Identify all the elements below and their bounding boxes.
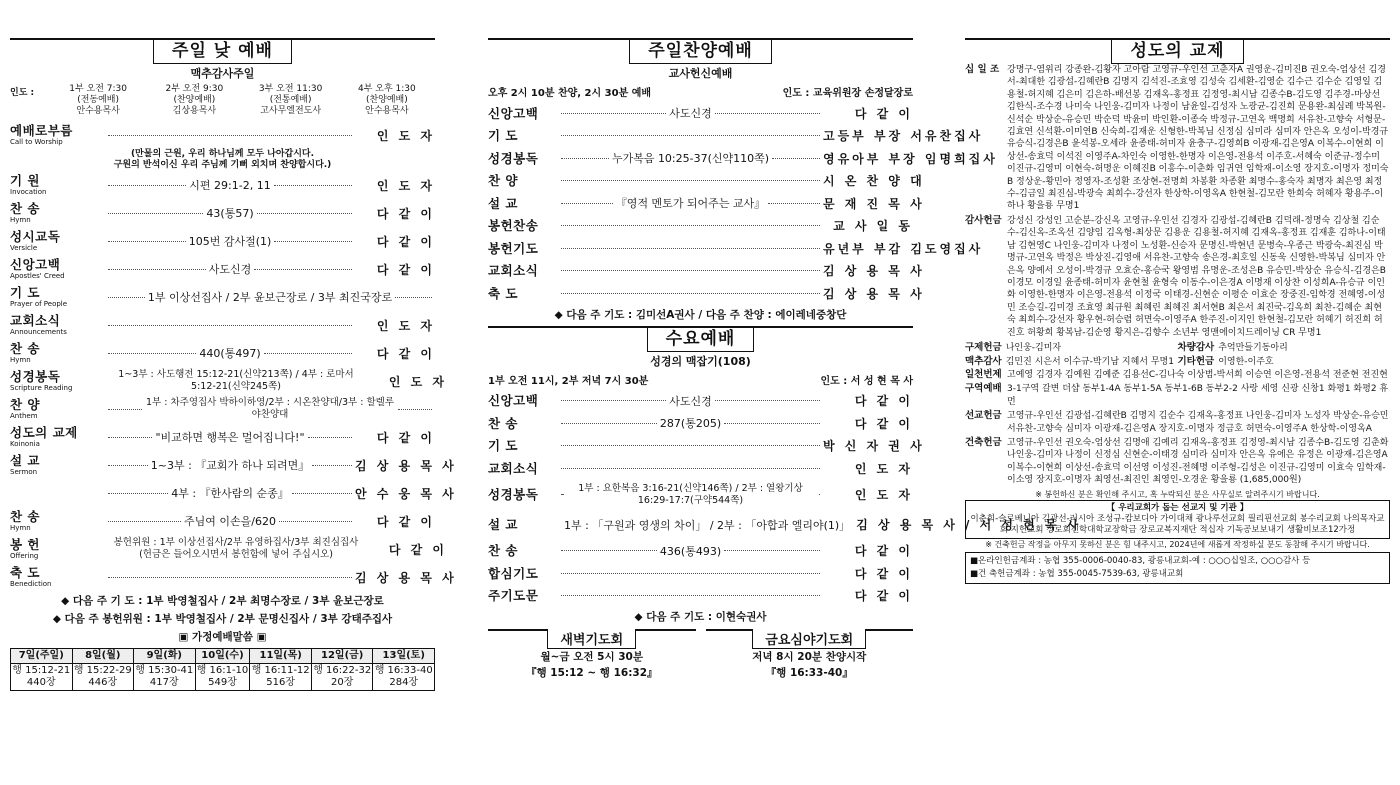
praise-row [488,260,925,283]
wednesday-row [488,510,1082,540]
praise-title: 주일찬양예배 [629,38,772,64]
praise-time: 오후 2시 10분 찬양, 2시 30분 예배 [488,88,652,99]
reading-cell: 행 16:22-32 20장 [311,664,373,691]
thanks-group: 감사헌금 강성신 강성인 고순분-강신옥 고영규-우인선 김경자 김광섭-김혜란B 김덕래-정명숙 김상철 김순수-김신옥-조옥선 김양임 김옥형-최상문 김용운 김용철-허지혜 김재옥-홍정표 김재훈 김하나-이태남 김현영C 나인웅-김미자 나정이 노성환-신승자 문명신-박현년 문병숙-우종근 박광숙-최진심 박명규-고연옥 박정은 박상진-김영애 서유찬-고향숙 송은경-최호일 신동욱 신영한-박복님 심미자 안은옥 양예서 오성이-박경규 오효순-홍승국 왕영범 유명운-조성은B 유승민-박상순 유승식-김경은B 이경모 이경일 윤종태-허미자 윤현철 윤형숙 이동수-이은경A 이명재 이상찬 이성희A-유승규 이인화 이영한-한명자 이은영-전용석 이정국 이태경-신현순 이평순 이효순 장중진-임학경 전혜영-이성민 조승길-김미경 조효영 최규원 최혜린 최혜진 최서현B 최은서 최진국-김옥희 최찬-김혜순 최현숙 최희수-강선자 황우현-허승렴 허면숙-이영주A 한주진-이지인 한현철-김모란 허혜기 허진희 허진호 허황희 황복남-김순영 황지은-김향수 소년부 영맨에이치드레이닝 CR 무명1 [965,214,1386,338]
item-label: 교회소식 [488,263,539,279]
item-label: 찬 송 [10,201,41,216]
item-content: 287(통205) [659,417,722,431]
item-person: 인 도 자 [376,178,436,193]
item-person: 다 같 이 [854,416,914,431]
item-content: 1~3부 : 사도행전 15:12-21(신약213쪽) / 4부 : 로마서 5:12-21(신약245쪽) [118,369,354,392]
sunday-row [10,479,457,507]
item-label: 기 도 [488,128,519,144]
sunday-header [10,38,435,64]
offering-1000: 일천번제 고예영 김경자 김예원 김예준 김용선C-김나숙 이상범-박서희 이승연 이은영-전용석 전준현 전진현 [965,368,1388,380]
wednesday-time: 1부 오전 11시, 2부 저녁 7시 30분 [488,375,649,387]
item-person: 김 상 용 목 사 / 서 성 현 목 사 [856,518,1082,532]
sunday-worship-column [10,38,457,691]
item-label: 교회소식 [10,313,61,328]
wednesday-row [488,435,925,458]
reading-cell: 행 15:30-41 417장 [134,664,196,691]
wednesday-title: 수요예배 [647,326,755,352]
item-label: 봉헌기도 [488,240,539,256]
leaders-head: 인도 : [10,88,35,98]
item-content: 누가복음 10:25-37(신약110쪽) [611,152,770,166]
item-person: 김 상 용 목 사 [355,458,457,473]
wednesday-row [488,562,913,585]
item-label: 교회소식 [488,460,539,476]
wednesday-row [488,585,913,608]
reading-day: 9일(화) [134,649,196,664]
friday-title: 금요심야기도회 [752,629,866,649]
item-content: 1부 : 요한복음 3:16-21(신약146쪽) / 2부 : 열왕기상 16:29-17:7(구약544쪽) [578,482,803,506]
leader-4: 4부 오후 1:30 (찬양예배) 안수용목사 [358,84,416,116]
dawn-text: 『행 15:12 ~ 행 16:32』 [525,667,658,679]
sunday-row [10,423,435,451]
reading-day: 7일(주일) [11,649,73,664]
praise-row [488,282,925,305]
item-label: 신앙고백 [488,393,539,409]
mission-offering: 선교헌금 고영규-우인선 김광섭-김혜란B 김명지 김순수 김재옥-홍정표 나인웅-김미자 노성자 박상순-유승민 서유찬-고향숙 심미자 이광재-김은영A 장지호-이명자 정금호 허면숙-이영주A 한상학-이영옥A [965,410,1389,434]
leader-2: 2부 오전 9:30 (찬양예배) 김상용목사 [165,84,224,116]
reading-cell: 행 16:33-40 284장 [373,664,435,691]
item-person: 고등부 부장 서유찬집사 [823,129,984,144]
item-person: 김 상 용 목 사 [823,286,925,301]
praise-row [488,237,984,260]
item-person: 다 같 이 [376,206,436,221]
praise-header [488,38,913,64]
item-label: 신앙고백 [10,257,61,272]
fellowship-header [965,38,1390,64]
item-person: 김 상 용 목 사 [355,570,457,585]
item-label: 축 도 [488,285,519,301]
item-label: 설 교 [10,453,41,468]
item-label: 합심기도 [488,565,539,581]
reading-title: ▣ 가정예배말씀 ▣ [178,631,267,643]
item-content: 1~3부 : 『교회가 하나 되려면』 [150,459,310,472]
item-person: 다 같 이 [854,544,914,559]
item-label: 기 도 [10,285,41,300]
building-note: ※ 건축헌금 작정을 아무지 못하신 분은 힘 내주시고, 2024년에 새롭게 작정하실 분도 동참해 주시기 바랍니다. [985,539,1370,549]
item-content: 『영적 멘토가 되어주는 교사』 [615,197,766,211]
building-offering: 건축헌금 고영규-우인선 권오숙-엄상선 김명애 김예리 김재옥-홍정표 김정영-최시남 김종수B-김도영 김춘화 나인웅-김미자 나정이 신정심 신현순-이태경 심미라 심미자 안은옥 유에은 유정은 이광재-김은영A 이복수-이현희 이상선-송효덕 이선영 이성진-전혜명 이주형-김성은 이진규-김영미 이효숙 임학재-이소영 장지호-이명자 최영선-최진인 최영인-오경운 황을룡 (1,685,000원) [965,436,1389,486]
offering-notice: ※ 봉헌하신 분은 확인해 주시고, 혹 누락되신 분은 사무실로 알려주시기 바랍니다. [1035,489,1320,499]
sunday-title: 주일 낮 예배 [153,38,292,64]
sunday-subtitle: 맥추감사주일 [190,67,255,80]
praise-row [488,125,984,148]
item-person: 다 같 이 [854,394,914,409]
item-person: 박 신 자 권 사 [823,439,925,454]
item-person: 유년부 부감 김도영집사 [823,241,984,256]
wednesday-header [488,326,913,352]
next-offering: ◆ 다음 주 봉헌위원 : 1부 박영철집사 / 2부 문명신집사 / 3부 강태주집사 [52,613,393,625]
praise-row [488,192,925,215]
item-person: 다 같 이 [376,514,435,529]
wednesday-leader: 인도 : 서 성 현 목 사 [820,375,913,387]
prayer-meetings [488,629,913,681]
dawn-title: 새벽기도회 [547,629,636,649]
item-label: 찬 양 [10,397,41,412]
praise-row [488,170,925,193]
item-label: 찬 송 [10,509,41,524]
item-label: 봉헌찬송 [488,218,539,234]
sunday-row [10,283,435,311]
sunday-order-list [10,121,457,591]
district-worship: 구역예배 3-1구역 갈변 더샵 동부1-4A 동부1-5A 동부1-6B 동부2-2 사랑 세영 신광 신창1 화평1 화평2 휴먼 [965,383,1389,407]
item-person: 안 수 웅 목 사 [355,486,457,501]
wednesday-info [488,372,913,387]
item-content: "비교하면 행복은 멀어집니다!" [155,431,305,444]
reading-day: 8일(월) [72,649,134,664]
item-content: 440(통497) [199,347,261,360]
praise-row [488,215,913,238]
item-person: 문 재 진 목 사 [823,196,925,211]
item-label: 성경봉독 [488,487,539,502]
item-person: 인 도 자 [376,128,435,143]
item-label-en: Hymn [10,524,31,532]
call-note: (만물의 근원, 우리 하나님께 모두 나아갑시다. 구원의 반석이신 우리 주님께 기뻐 외치며 찬양합시다.) [113,149,332,170]
item-content: 사도신경 [208,263,252,276]
reading-day: 13일(토) [373,649,435,664]
item-label: 성도의 교제 [10,425,78,440]
offering-pair-1: 구제헌금 나인웅-김미자 차량감사 추억만들기동아리 [965,341,1288,353]
leader-1: 1부 오전 7:30 (전동예배) 안수용목사 [69,84,127,116]
wednesday-row [488,540,913,563]
item-content: 4부 : 『한사람의 순종』 [171,487,289,500]
reading-cell: 행 16:11-12 516장 [250,664,312,691]
item-person: 다 같 이 [854,566,913,581]
item-label: 설 교 [488,195,519,211]
item-label: 주기도문 [488,588,539,604]
sunday-row [10,395,435,423]
item-content: 봉헌위원 : 1부 이상선집사/2부 유영하집사/3부 최진심집사 (헌금은 들어오시면서 봉헌함에 넣어 주십시오) [113,537,359,560]
sunday-row [10,227,435,255]
item-person: 다 같 이 [376,234,436,249]
reading-day: 11일(목) [250,649,312,664]
next-prayer: ◆ 다음 주 기 도 : 1부 박영철집사 / 2부 최명수장로 / 3부 윤보근장로 [61,595,384,607]
leader-3: 3부 오전 11:30 (전통예배) 고사무엘전도사 [258,84,323,116]
item-person: 김 상 용 목 사 [823,264,925,279]
item-content: 주님여 이손을/620 [184,515,276,528]
item-label-en: Announcements [10,328,67,336]
item-label-en: Prayer of People [10,300,68,308]
item-label: 봉 헌 [10,537,41,552]
tithe-group: 십 일 조 강명구-염위리 강종완-김황자 고아람 고영규-우인선 고춘자A 권영운-김미진B 권오숙-엄상선 김경서-최대한 김광섭-김혜란B 김명지 김석진-조효영 김성숙 김세환-김영순 김수근 김수순 김영일 김용철-허지혜 김은미 김은하-배선봉 김재옥-홍정표 김정영-최시남 김종수B-김도영 김주경-마상선 김한식-조수경 나미숙 나인웅-김미자 나정이 남윤일-김성자 노광균-김진희 문용완-최심례 박복원-신석순 박상순-유승민 박순덕 박윤미 박인환-이종숙 박정규-고연옥 백명희 서유찬-고향숙 서형문-김효연 신석환-이미연B 신숙희-김재운 신형한-박복님 신정심 심미라 심미자 안은옥 오성이-박경규 유승식-김경은B 윤석봉-오세라 윤종태-허미자 윤충구-김영희B 이광재-김은영A 이복수-이현희 이상선-송효덕 이석진 이영주A-차인숙 이영한-한명자 이은영-전용석 이주호-서혜숙 이준규-정수미 이진규-김영미 이현숙-허명운 이혜진B 이흥수-이춘화 임귀연 임학재-이소영 장지호-이명자 정미숙B 정상운-황민아 정영자-조성환 조상현-전명희 차봉환 차종환 최명수-홍숙자 최명자 최은영 최정수-김금일 최진심-박광숙 최희수-강선자 한상학-이영옥A 한현철-김모란 한희숙 허혜자 황용주-이하나 황을룡 무명1 [965,64,1389,212]
item-content: 1부 이상선집사 / 2부 윤보근장로 / 3부 최진국장로 [147,291,393,304]
reading-cell: 행 16:1-10 549장 [195,664,250,691]
wednesday-subtitle: 성경의 맥잡기(108) [650,354,751,368]
sunday-row [10,339,435,367]
sunday-row [10,255,435,283]
item-content: 43(통57) [206,207,254,220]
sunday-row [10,367,447,395]
item-label: 찬 송 [488,543,519,559]
item-person: 인 도 자 [388,374,447,389]
item-content: 1부 : 차주영집사 박하이하영/2부 : 시온찬양대/3부 : 할렐루야찬양대 [146,397,394,420]
item-person: 영유아부 부장 임명희집사 [823,151,998,166]
item-person: 다 같 이 [376,262,436,277]
friday-time: 저녁 8시 20분 찬양시작 [752,651,867,663]
reading-table [10,648,435,691]
item-label: 기 도 [488,438,519,454]
item-person: 인 도 자 [376,318,435,333]
item-label-en: Apostles' Creed [10,272,65,280]
item-person: 인 도 자 [854,488,913,502]
praise-subtitle: 교사헌신예배 [668,67,733,80]
praise-order-list [488,102,998,305]
wednesday-row [488,390,913,413]
item-label-en: Scripture Reading [10,384,73,392]
item-person: 다 같 이 [854,589,913,604]
item-label: 성경봉독 [10,369,61,384]
item-person: 다 같 이 [854,106,914,121]
item-label-en: Hymn [10,216,31,224]
bank-box [965,552,1390,584]
item-label-en: Anthem [10,412,38,420]
sunday-row [10,563,457,591]
sunday-leaders [10,84,435,117]
reading-day: 10일(수) [195,649,250,664]
friday-prayer [706,629,914,681]
praise-leader: 인도 : 교육위원장 손정달장로 [782,88,913,99]
item-person: 교 사 일 동 [833,219,913,234]
wednesday-row [488,457,913,480]
item-label-en: Invocation [10,188,47,196]
item-label-en: Benediction [10,580,52,588]
item-label: 신앙고백 [488,105,539,121]
praise-row [488,147,998,170]
sunday-row [10,171,435,199]
sunday-row [10,507,435,535]
sunday-row [10,199,435,227]
fellowship-column [965,38,1390,584]
mission-box: 【 우리교회가 돕는 선교지 및 기관 】 이춘희-슬로베니아 김광선-러시아 조성규-캄보디아 가이대채 광나루선교회 필리핀선교회 봉수리교회 나의목자교회 지헌교회 장로회신학대학교장학금 장로교복지재단 적십자 기독공보보내기 생활비보조12가정 [965,500,1390,539]
item-label-en: Sermon [10,468,38,476]
item-person: 다 같 이 [376,346,436,361]
item-content: 사도신경 [669,394,712,408]
item-label: 예배로부름 [10,123,73,138]
item-label-en: Call to Worship [10,138,63,146]
wednesday-row [488,480,913,510]
item-content: 사도신경 [669,107,712,121]
item-label: 축 도 [10,565,41,580]
item-person: 시 온 찬 양 대 [823,174,925,189]
item-label-en: Hymn [10,356,31,364]
bank-building: ■건 축헌금계좌 : 농협 355-0045-7539-63, 광릉내교회 [970,568,1184,579]
friday-text: 『행 16:33-40』 [765,667,853,679]
sunday-row [10,535,447,563]
item-label: 성경봉독 [488,150,539,166]
dawn-time: 월~금 오전 5시 30분 [540,651,644,663]
sunday-row [10,451,457,479]
item-content: 436(통493) [659,544,722,558]
offering-pair-2: 맥추감사 김민진 시은서 이수규-박기남 지혜서 무명1 기타헌금 이영한-이주호 [965,355,1274,367]
item-label-en: Koinonia [10,440,40,448]
item-label: 찬 양 [488,173,519,189]
dawn-prayer [488,629,696,681]
bank-online: ■온라인헌금계좌 : 농협 355-0006-0040-83, 광릉내교회-예 : ○○○십일조, ○○○감사 등 [970,555,1311,566]
wednesday-next: ◆ 다음 주 기도 : 이현숙권사 [634,611,767,623]
praise-row [488,102,913,125]
praise-next: ◆ 다음 주 기도 : 김미선A권사 / 다음 주 찬양 : 에이레네중창단 [554,308,847,321]
item-content: 105번 감사절(1) [188,235,272,248]
item-label: 기 원 [10,173,41,188]
item-label-en: Versicle [10,244,38,252]
sunday-row [10,311,435,339]
reading-cell: 행 15:12-21 440장 [11,664,73,691]
item-content: 1부 : 「구원과 영생의 차이」 / 2부 : 「아합과 엘리야(1)」 [564,518,851,532]
item-person: 인 도 자 [854,461,913,476]
item-label: 찬 송 [10,341,41,356]
item-label: 찬 송 [488,415,519,431]
item-label-en: Offering [10,552,39,560]
praise-info [488,84,913,99]
item-person: 다 같 이 [376,430,436,445]
item-person: 다 같 이 [388,542,447,557]
wednesday-row [488,412,913,435]
item-content: 시편 29:1-2, 11 [189,179,271,192]
item-label: 설 교 [488,517,519,532]
sunday-row [10,121,435,149]
fellowship-title: 성도의 교제 [1111,38,1243,64]
item-label: 성시교독 [10,229,61,244]
reading-cell: 행 15:22-29 446장 [72,664,134,691]
reading-day: 12일(금) [311,649,373,664]
